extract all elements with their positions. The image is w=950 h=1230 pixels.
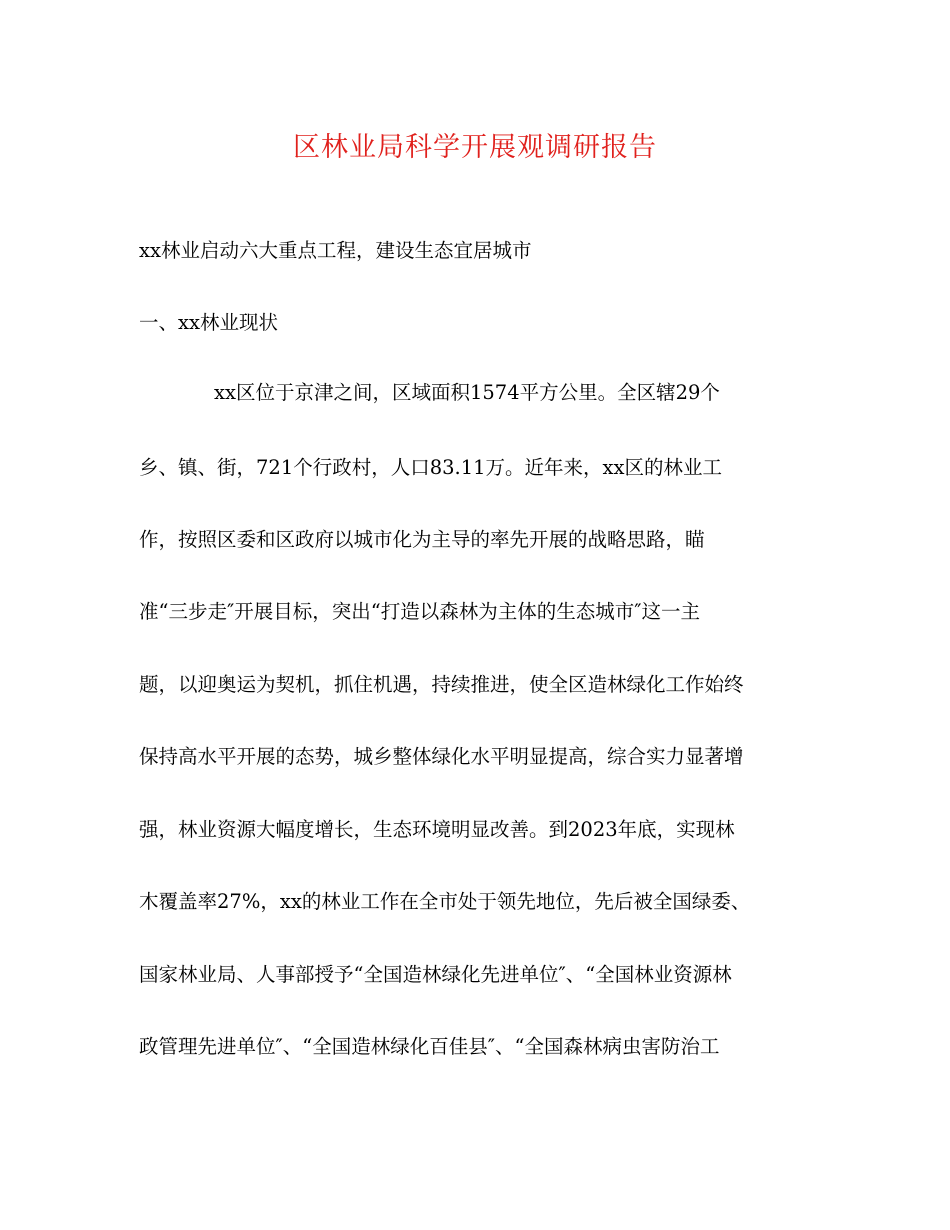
- paragraph-line: 政管理先进单位″、“全国造林绿化百佳县″、“全国森林病虫害防治工: [139, 1035, 720, 1058]
- paragraph-line: 作，按照区委和区政府以城市化为主导的率先开展的战略思路，瞄: [139, 528, 705, 551]
- paragraph-line: 题，以迎奥运为契机，抓住机遇，持续推进，使全区造林绿化工作始终: [139, 673, 744, 696]
- paragraph-line: 准“三步走″开展目标，突出“打造以森林为主体的生态城市″这一主: [139, 600, 701, 623]
- paragraph-line: 保持高水平开展的态势，城乡整体绿化水平明显提高，综合实力显著增: [139, 745, 744, 768]
- section-heading: 一、xx林业现状: [139, 311, 278, 334]
- paragraph-line: 乡、镇、街，721个行政村，人口83.11万。近年来，xx区的林业工: [139, 456, 723, 479]
- paragraph-line: xx区位于京津之间，区域面积1574平方公里。全区辖29个: [214, 381, 720, 404]
- paragraph-line: 强，林业资源大幅度增长，生态环境明显改善。到2023年底，实现林: [139, 818, 735, 841]
- paragraph-line: 木覆盖率27%，xx的林业工作在全市处于领先地位，先后被全国绿委、: [139, 890, 751, 913]
- paragraph-line: 国家林业局、人事部授予“全国造林绿化先进单位″、“全国林业资源林: [139, 963, 732, 986]
- document-title: 区林业局科学开展观调研报告: [293, 132, 657, 163]
- document-subtitle: xx林业启动六大重点工程，建设生态宜居城市: [139, 239, 532, 262]
